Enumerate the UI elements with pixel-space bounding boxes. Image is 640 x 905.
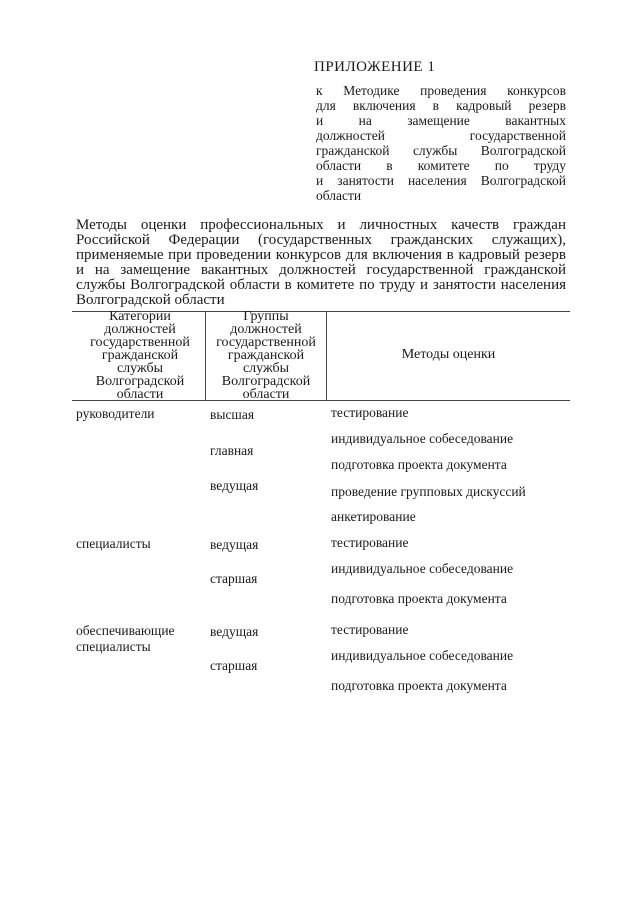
document-title-line: службы Волгоградской области в комитете по труду и занятости населения [76,277,566,293]
header-line: государственной [216,335,316,350]
method-cell: тестирование [331,622,409,637]
appendix-subtitle-line: для включения в кадровый резерв [316,98,566,113]
document-title-line: Российской Федерации (государственных гражданских служащих), [76,232,566,248]
document-title-line: Методы оценки профессиональных и личностных качеств граждан [76,217,566,233]
method-cell: подготовка проекта документа [331,591,507,606]
group-cell: старшая [210,571,258,586]
method-cell: индивидуальное собеседование [331,431,514,446]
appendix-subtitle-line: к Методике проведения конкурсов [316,83,566,98]
appendix-subtitle-line: и занятости населения Волгоградской [316,173,566,188]
method-cell: индивидуальное собеседование [331,561,514,576]
header-line: должностей [230,322,302,337]
document-title-line: и на замещение вакантных должностей государственной гражданской [76,262,566,278]
group-cell: высшая [210,407,255,422]
method-cell: анкетирование [331,509,416,524]
appendix-subtitle-line: должностей государственной [316,128,566,143]
method-cell: проведение групповых дискуссий [331,484,526,499]
header-line: Волгоградской [221,374,311,389]
category-cell: специалисты [76,536,151,551]
category-cell: специалисты [76,639,151,654]
header-line: Группы [243,309,289,324]
appendix-subtitle-line: области в комитете по труду [316,158,566,173]
header-line: государственной [90,335,190,350]
header-line: области [242,387,290,402]
header-line: Волгоградской [95,374,185,389]
group-cell: ведущая [210,478,259,493]
method-cell: индивидуальное собеседование [331,648,514,663]
appendix-subtitle-line: области [316,188,362,203]
appendix-subtitle-line: и на замещение вакантных [316,113,566,128]
document-title-line: применяемые при проведении конкурсов для включения в кадровый резерв [76,247,566,263]
group-cell: старшая [210,658,258,673]
category-cell: руководители [76,406,155,421]
header-line: службы [116,361,164,376]
group-cell: ведущая [210,624,259,639]
header-line: Категории [109,309,171,324]
group-cell: главная [210,443,254,458]
header-line: должностей [104,322,176,337]
header-line: области [116,387,164,402]
header-line: службы [242,361,290,376]
appendix-subtitle-line: гражданской службы Волгоградской [316,143,566,158]
method-cell: тестирование [331,405,409,420]
header-line: гражданской [227,348,305,363]
group-cell: ведущая [210,537,259,552]
method-cell: тестирование [331,535,409,550]
document-title-line: Волгоградской области [76,292,225,308]
category-cell: обеспечивающие [76,623,175,638]
appendix-title: ПРИЛОЖЕНИЕ 1 [314,59,436,75]
header-methods: Методы оценки [401,347,496,362]
method-cell: подготовка проекта документа [331,457,507,472]
method-cell: подготовка проекта документа [331,678,507,693]
header-line: гражданской [101,348,179,363]
